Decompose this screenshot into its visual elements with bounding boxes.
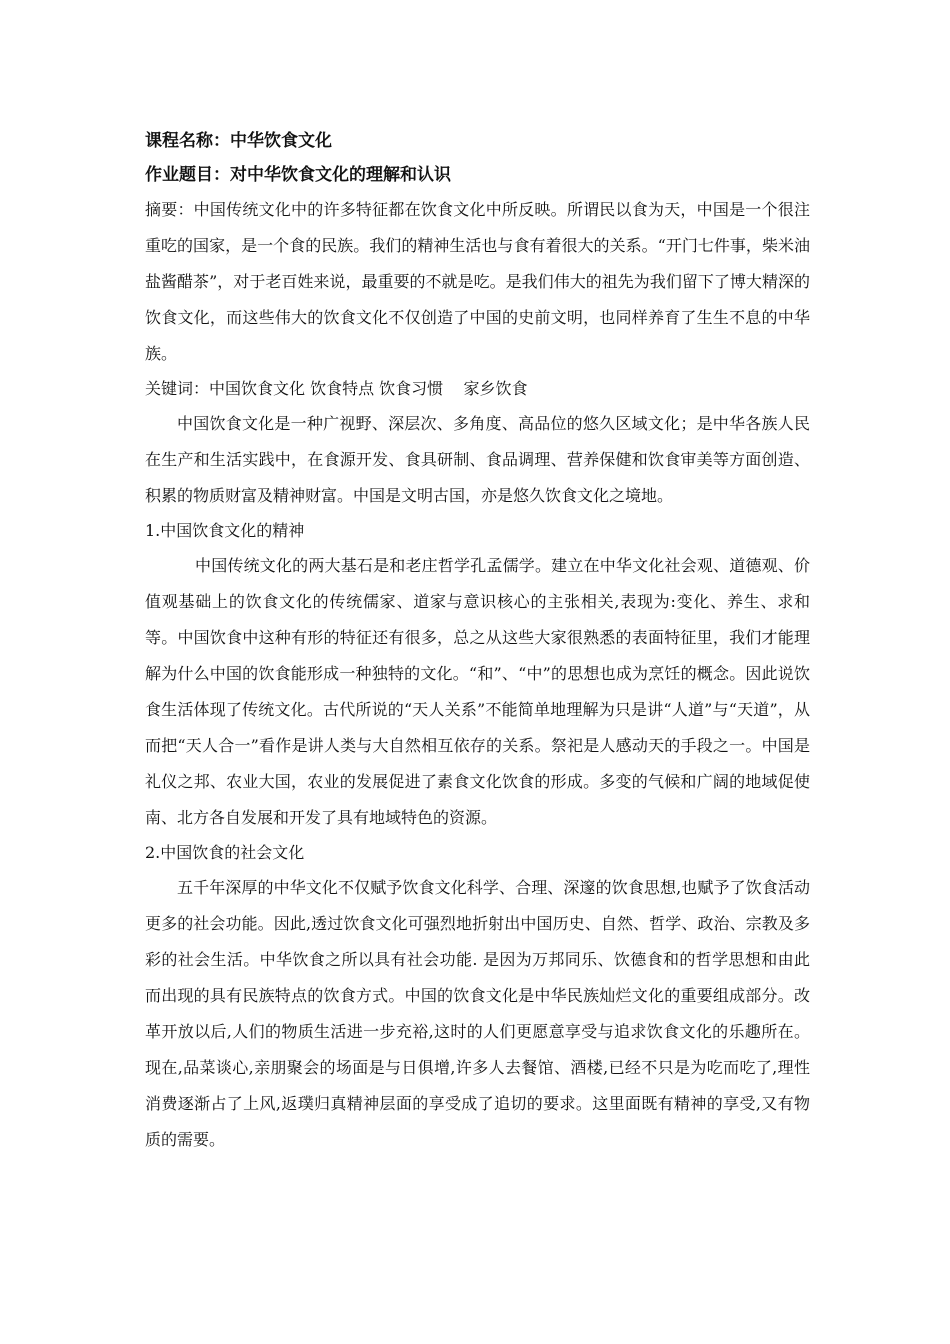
abstract-paragraph: 摘要：中国传统文化中的许多特征都在饮食文化中所反映。所谓民以食为天，中国是一个很注重吃的国家，是一个食的民族。我们的精神生活也与食有着很大的关系。“开门七件事，柴米油盐酱醋茶”，对于老百姓来说，最重要的不就是吃。是我们伟大的祖先为我们留下了博大精深的饮食文化，而这些伟大的饮食文化不仅创造了中国的史前文明，也同样养育了生生不息的中华族。 [145,200,810,363]
course-name: 课程名称：中华饮食文化 [145,131,332,151]
section-body-spirit: 中国传统文化的两大基石是和老庄哲学孔孟儒学。建立在中华文化社会观、道德观、价值观基础上的饮食文化的传统儒家、道家与意识核心的主张相关,表现为:变化、养生、求和等。中国饮食中这种有形的特征还有很多，总之从这些大家很熟悉的表面特征里，我们才能理解为什么中国的饮食能形成一种独特的文化。“和”、“中”的思想也成为烹饪的概念。因此说饮食生活体现了传统文化。古代所说的“天人关系”不能简单地理解为只是讲“人道”与“天道”，从而把“天人合一”看作是讲人类与大自然相互依存的关系。祭祀是人感动天的手段之一。中国是礼仪之邦、农业大国，农业的发展促进了素食文化饮食的形成。多变的气候和广阔的地域促使南、北方各自发展和开发了具有地域特色的资源。 [145,556,810,827]
document-body [145,124,810,1158]
section-body-social: 五千年深厚的中华文化不仅赋予饮食文化科学、合理、深邃的饮食思想,也赋予了饮食活动更多的社会功能。因此,透过饮食文化可强烈地折射出中国历史、自然、哲学、政治、宗教及多彩的社会生活。中华饮食之所以具有社会功能. 是因为万邦同乐、饮德食和的哲学思想和由此而出现的具有民族特点的饮食方式。中国的饮食文化是中华民族灿烂文化的重要组成部分。改革开放以后,人们的物质生活进一步充裕,这时的人们更愿意享受与追求饮食文化的乐趣所在。现在,品菜谈心,亲朋聚会的场面是与日俱增,许多人去餐馆、酒楼,已经不只是为吃而吃了,理性消费逐渐占了上风,返璞归真精神层面的享受成了追切的要求。这里面既有精神的享受,又有物质的需要。 [145,878,810,1149]
section-heading-spirit: 1.中国饮食文化的精神 [145,521,305,540]
assignment-title: 作业题目：对中华饮食文化的理解和认识 [145,165,451,185]
section-heading-social: 2.中国饮食的社会文化 [145,843,305,862]
intro-paragraph: 中国饮食文化是一种广视野、深层次、多角度、高品位的悠久区域文化；是中华各族人民在生产和生活实践中，在食源开发、食具研制、食品调理、营养保健和饮食审美等方面创造、积累的物质财富及精神财富。中国是文明古国，亦是悠久饮食文化之境地。 [145,414,810,505]
keywords-line: 关键词：中国饮食文化 饮食特点 饮食习惯 家乡饮食 [145,379,528,398]
